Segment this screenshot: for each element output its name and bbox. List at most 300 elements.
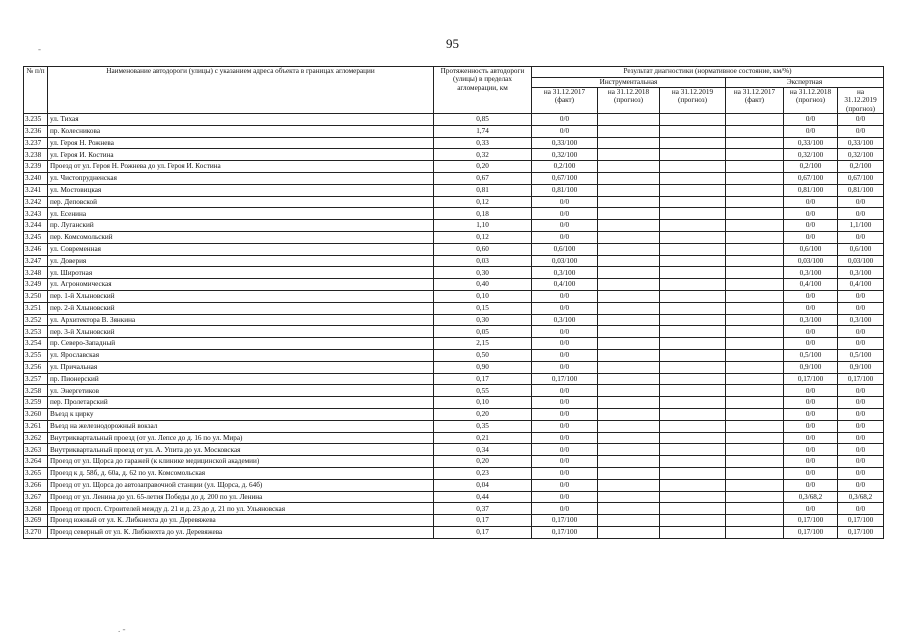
road-length-cell: 0,33 [434,137,532,149]
instr-2018-cell [598,114,660,126]
instr-2018-cell [598,349,660,361]
row-number-cell: 3.255 [24,349,48,361]
instr-2019-cell [660,302,726,314]
road-length-cell: 0,17 [434,515,532,527]
road-name-cell: ул. Причальная [48,361,434,373]
expert-2019-cell: 0,3/100 [838,314,884,326]
expert-2017-cell [726,349,784,361]
road-name-cell: ул. Доверия [48,255,434,267]
road-length-cell: 1,10 [434,220,532,232]
instr-2019-cell [660,196,726,208]
instr-2018-cell [598,526,660,538]
road-length-cell: 0,55 [434,385,532,397]
expert-2018-cell: 0/0 [784,456,838,468]
table-header [24,67,884,114]
expert-2018-cell: 0,6/100 [784,243,838,255]
row-number-cell: 3.241 [24,184,48,196]
table-row [24,361,884,373]
road-name-cell: Проезд южный от ул. К. Либкнехта до ул. Деревяжева [48,515,434,527]
instr-2018-cell [598,491,660,503]
instr-2018-cell [598,125,660,137]
roads-table [23,66,884,539]
row-number-cell: 3.264 [24,456,48,468]
instr-2019-cell [660,349,726,361]
instr-2019-cell [660,361,726,373]
expert-2017-cell [726,267,784,279]
group-expert-header: Экспертная [726,78,884,88]
instr-2017-cell: 0,2/100 [532,161,598,173]
row-number-cell: 3.268 [24,503,48,515]
expert-2019-cell: 0,17/100 [838,526,884,538]
expert-2017-cell [726,432,784,444]
instr-2018-cell [598,444,660,456]
instr-2017-cell: 0,67/100 [532,172,598,184]
row-number-cell: 3.238 [24,149,48,161]
instr-2017-cell: 0,32/100 [532,149,598,161]
road-name-cell: Проезд северный от ул. К. Либкнехта до ул. Деревяжева [48,526,434,538]
expert-2017-cell [726,385,784,397]
table-row [24,267,884,279]
instr-2017-cell: 0/0 [532,114,598,126]
table-row [24,479,884,491]
expert-2017-cell [726,161,784,173]
expert-2017-cell [726,420,784,432]
instr-2019-cell [660,290,726,302]
expert-2018-cell: 0,4/100 [784,279,838,291]
table-row [24,137,884,149]
expert-2019-cell: 0/0 [838,479,884,491]
instr-2017-cell: 0/0 [532,302,598,314]
instr-2017-cell: 0/0 [532,196,598,208]
table-row [24,208,884,220]
col-name-header: Наименование автодороги (улицы) с указанием адреса объекта в границах агломерации [48,67,434,114]
page-number: 95 [446,36,459,51]
table-row [24,420,884,432]
instr-2018-cell [598,515,660,527]
road-name-cell: Проезд от ул. Ленина до ул. 65-летия Победы до д. 200 по ул. Ленина [48,491,434,503]
road-name-cell: пер. 1-й Хлыновский [48,290,434,302]
expert-2019-cell: 0,9/100 [838,361,884,373]
row-number-cell: 3.236 [24,125,48,137]
road-length-cell: 0,34 [434,444,532,456]
instr-2017-cell: 0,03/100 [532,255,598,267]
road-name-cell: Проезд к д. 58б, д. 60а, д. 62 по ул. Комсомольская [48,467,434,479]
expert-2018-cell: 0/0 [784,432,838,444]
instr-2018-cell [598,479,660,491]
expert-2019-cell: 0,03/100 [838,255,884,267]
road-length-cell: 0,30 [434,267,532,279]
table-row [24,255,884,267]
expert-2018-cell: 0/0 [784,208,838,220]
row-number-cell: 3.244 [24,220,48,232]
expert-2017-cell [726,373,784,385]
table-row [24,349,884,361]
road-length-cell: 0,12 [434,196,532,208]
expert-2018-cell: 0,81/100 [784,184,838,196]
road-name-cell: Въезд к цирку [48,408,434,420]
road-length-cell: 0,10 [434,290,532,302]
instr-2019-cell [660,526,726,538]
expert-2018-cell: 0,03/100 [784,255,838,267]
table-row [24,302,884,314]
expert-2018-cell: 0/0 [784,338,838,350]
instr-2019-cell [660,172,726,184]
expert-2019-cell: 0,3/68,2 [838,491,884,503]
expert-2018-cell: 0,3/100 [784,314,838,326]
expert-2019-cell: 0,5/100 [838,349,884,361]
expert-2019-cell: 0/0 [838,338,884,350]
road-name-cell: ул. Героя И. Костина [48,149,434,161]
expert-2017-cell [726,302,784,314]
instr-2018-cell [598,231,660,243]
expert-2018-cell: 0,33/100 [784,137,838,149]
row-number-cell: 3.265 [24,467,48,479]
sub-header: на 31.12.2018 (прогноз) [784,88,838,114]
expert-2017-cell [726,444,784,456]
expert-2018-cell: 0/0 [784,220,838,232]
expert-2017-cell [726,314,784,326]
table-row [24,526,884,538]
instr-2019-cell [660,231,726,243]
road-length-cell: 1,74 [434,125,532,137]
expert-2017-cell [726,456,784,468]
expert-2018-cell: 0/0 [784,479,838,491]
expert-2018-cell: 0/0 [784,467,838,479]
expert-2017-cell [726,196,784,208]
table-row [24,385,884,397]
row-number-cell: 3.251 [24,302,48,314]
road-length-cell: 0,20 [434,456,532,468]
expert-2019-cell: 0/0 [838,385,884,397]
row-number-cell: 3.259 [24,397,48,409]
expert-2017-cell [726,255,784,267]
expert-2019-cell: 0/0 [838,420,884,432]
road-name-cell: пер. 3-й Хлыновский [48,326,434,338]
road-name-cell: ул. Ярославская [48,349,434,361]
expert-2018-cell: 0/0 [784,302,838,314]
expert-2019-cell: 1,1/100 [838,220,884,232]
instr-2017-cell: 0/0 [532,125,598,137]
instr-2017-cell: 0/0 [532,456,598,468]
table-row [24,515,884,527]
instr-2019-cell [660,137,726,149]
instr-2018-cell [598,279,660,291]
instr-2018-cell [598,432,660,444]
instr-2017-cell: 0/0 [532,338,598,350]
row-number-cell: 3.266 [24,479,48,491]
expert-2019-cell: 0/0 [838,503,884,515]
expert-2017-cell [726,467,784,479]
instr-2018-cell [598,137,660,149]
road-length-cell: 0,12 [434,231,532,243]
instr-2017-cell: 0/0 [532,408,598,420]
road-name-cell: Проезд от ул. Щорса до гаражей (к клинике медицинской академии) [48,456,434,468]
instr-2019-cell [660,338,726,350]
instr-2019-cell [660,326,726,338]
road-name-cell: ул. Современная [48,243,434,255]
road-length-cell: 0,81 [434,184,532,196]
road-length-cell: 0,85 [434,114,532,126]
col-length-header: Протяженность автодороги (улицы) в пределах агломерации, км [434,67,532,114]
table-row [24,444,884,456]
road-name-cell: ул. Мостовицкая [48,184,434,196]
road-length-cell: 0,05 [434,326,532,338]
expert-2017-cell [726,326,784,338]
expert-2017-cell [726,231,784,243]
instr-2017-cell: 0,4/100 [532,279,598,291]
instr-2017-cell: 0/0 [532,491,598,503]
table-row [24,338,884,350]
expert-2018-cell: 0,5/100 [784,349,838,361]
row-number-cell: 3.256 [24,361,48,373]
row-number-cell: 3.250 [24,290,48,302]
sub-header: на 31.12.2019 (прогноз) [660,88,726,114]
row-number-cell: 3.237 [24,137,48,149]
road-length-cell: 0,04 [434,479,532,491]
instr-2018-cell [598,314,660,326]
road-length-cell: 0,67 [434,172,532,184]
road-name-cell: ул. Архитектора В. Зянкина [48,314,434,326]
row-number-cell: 3.270 [24,526,48,538]
table-row [24,373,884,385]
sub-header: на 31.12.2019 (прогноз) [838,88,884,114]
table-row [24,290,884,302]
instr-2018-cell [598,361,660,373]
expert-2018-cell: 0,17/100 [784,515,838,527]
expert-2018-cell: 0,17/100 [784,526,838,538]
instr-2017-cell: 0,3/100 [532,314,598,326]
table-row [24,125,884,137]
instr-2017-cell: 0/0 [532,231,598,243]
expert-2019-cell: 0,81/100 [838,184,884,196]
road-name-cell: пер. 2-й Хлыновский [48,302,434,314]
road-length-cell: 0,21 [434,432,532,444]
instr-2017-cell: 0,33/100 [532,137,598,149]
instr-2019-cell [660,397,726,409]
row-number-cell: 3.245 [24,231,48,243]
expert-2019-cell: 0/0 [838,397,884,409]
expert-2019-cell: 0/0 [838,231,884,243]
expert-2017-cell [726,184,784,196]
table-row [24,279,884,291]
road-name-cell: пр. Пионерский [48,373,434,385]
expert-2019-cell: 0/0 [838,456,884,468]
instr-2019-cell [660,515,726,527]
row-number-cell: 3.254 [24,338,48,350]
expert-2019-cell: 0,17/100 [838,373,884,385]
row-number-cell: 3.249 [24,279,48,291]
road-name-cell: пер. Деповской [48,196,434,208]
row-number-cell: 3.252 [24,314,48,326]
expert-2019-cell: 0,17/100 [838,515,884,527]
instr-2019-cell [660,373,726,385]
expert-2018-cell: 0,3/100 [784,267,838,279]
road-length-cell: 0,10 [434,397,532,409]
road-name-cell: пр. Колесникова [48,125,434,137]
table-body [24,114,884,539]
instr-2018-cell [598,503,660,515]
row-number-cell: 3.240 [24,172,48,184]
road-name-cell: пр. Луганский [48,220,434,232]
expert-2019-cell: 0/0 [838,114,884,126]
expert-2017-cell [726,125,784,137]
road-name-cell: Проезд от просп. Строителей между д. 21 и д. 23 до д. 21 по ул. Ульяновская [48,503,434,515]
instr-2017-cell: 0/0 [532,361,598,373]
instr-2017-cell: 0,3/100 [532,267,598,279]
road-length-cell: 0,60 [434,243,532,255]
road-name-cell: Внутриквартальный проезд от ул. А. Упита до ул. Московская [48,444,434,456]
road-length-cell: 0,44 [434,491,532,503]
expert-2017-cell [726,503,784,515]
instr-2018-cell [598,290,660,302]
row-number-cell: 3.258 [24,385,48,397]
row-number-cell: 3.248 [24,267,48,279]
expert-2017-cell [726,491,784,503]
instr-2019-cell [660,125,726,137]
row-number-cell: 3.242 [24,196,48,208]
table-row [24,196,884,208]
instr-2018-cell [598,397,660,409]
expert-2019-cell: 0/0 [838,196,884,208]
road-length-cell: 0,03 [434,255,532,267]
table-row [24,467,884,479]
instr-2017-cell: 0/0 [532,397,598,409]
expert-2018-cell: 0/0 [784,231,838,243]
instr-2019-cell [660,503,726,515]
expert-2018-cell: 0,9/100 [784,361,838,373]
road-name-cell: Проезд от ул. Щорса до автозаправочной станции (ул. Щорса, д. 64б) [48,479,434,491]
instr-2018-cell [598,196,660,208]
instr-2019-cell [660,184,726,196]
instr-2018-cell [598,172,660,184]
table-row [24,220,884,232]
row-number-cell: 3.239 [24,161,48,173]
instr-2018-cell [598,161,660,173]
instr-2017-cell: 0,6/100 [532,243,598,255]
sub-header: на 31.12.2018 (прогноз) [598,88,660,114]
expert-2017-cell [726,172,784,184]
expert-2019-cell: 0/0 [838,326,884,338]
instr-2017-cell: 0/0 [532,208,598,220]
instr-2018-cell [598,467,660,479]
instr-2019-cell [660,255,726,267]
scan-mark: - [38,44,41,54]
row-number-cell: 3.247 [24,255,48,267]
instr-2017-cell: 0/0 [532,290,598,302]
expert-2018-cell: 0/0 [784,326,838,338]
row-number-cell: 3.261 [24,420,48,432]
expert-2019-cell: 0,3/100 [838,267,884,279]
instr-2018-cell [598,385,660,397]
instr-2019-cell [660,243,726,255]
road-length-cell: 0,37 [434,503,532,515]
instr-2019-cell [660,208,726,220]
expert-2019-cell: 0,4/100 [838,279,884,291]
row-number-cell: 3.235 [24,114,48,126]
expert-2017-cell [726,397,784,409]
road-length-cell: 0,50 [434,349,532,361]
instr-2018-cell [598,267,660,279]
road-length-cell: 0,17 [434,526,532,538]
road-name-cell: пр. Северо-Западный [48,338,434,350]
expert-2017-cell [726,338,784,350]
table-row [24,161,884,173]
instr-2018-cell [598,326,660,338]
table-row [24,432,884,444]
road-length-cell: 0,30 [434,314,532,326]
instr-2017-cell: 0,17/100 [532,373,598,385]
road-length-cell: 0,17 [434,373,532,385]
table-row [24,114,884,126]
instr-2019-cell [660,467,726,479]
instr-2017-cell: 0/0 [532,432,598,444]
instr-2018-cell [598,408,660,420]
road-length-cell: 0,32 [434,149,532,161]
road-length-cell: 0,90 [434,361,532,373]
instr-2017-cell: 0/0 [532,444,598,456]
table-row [24,172,884,184]
expert-2019-cell: 0,67/100 [838,172,884,184]
instr-2019-cell [660,267,726,279]
table-row [24,397,884,409]
instr-2018-cell [598,243,660,255]
instr-2019-cell [660,314,726,326]
expert-2019-cell: 0,2/100 [838,161,884,173]
expert-2018-cell: 0/0 [784,290,838,302]
col-num-header: № п/п [24,67,48,114]
instr-2019-cell [660,456,726,468]
instr-2017-cell: 0/0 [532,220,598,232]
expert-2018-cell: 0/0 [784,397,838,409]
table-row [24,149,884,161]
table-row [24,326,884,338]
expert-2018-cell: 0/0 [784,196,838,208]
row-number-cell: 3.267 [24,491,48,503]
instr-2019-cell [660,420,726,432]
instr-2019-cell [660,114,726,126]
row-number-cell: 3.260 [24,408,48,420]
expert-2018-cell: 0,67/100 [784,172,838,184]
expert-2018-cell: 0,3/68,2 [784,491,838,503]
expert-2019-cell: 0/0 [838,444,884,456]
table-row [24,184,884,196]
instr-2019-cell [660,491,726,503]
expert-2018-cell: 0/0 [784,385,838,397]
expert-2017-cell [726,408,784,420]
instr-2017-cell: 0,17/100 [532,515,598,527]
expert-2018-cell: 0/0 [784,503,838,515]
instr-2017-cell: 0,17/100 [532,526,598,538]
table-row [24,491,884,503]
road-length-cell: 2,15 [434,338,532,350]
table-row [24,243,884,255]
instr-2018-cell [598,456,660,468]
instr-2018-cell [598,208,660,220]
expert-2018-cell: 0/0 [784,114,838,126]
expert-2019-cell: 0/0 [838,125,884,137]
instr-2019-cell [660,479,726,491]
sub-header: на 31.12.2017 (факт) [532,88,598,114]
road-length-cell: 0,23 [434,467,532,479]
road-length-cell: 0,15 [434,302,532,314]
road-name-cell: ул. Героя Н. Рожнева [48,137,434,149]
instr-2018-cell [598,149,660,161]
expert-2017-cell [726,149,784,161]
table-row [24,408,884,420]
instr-2018-cell [598,255,660,267]
instr-2019-cell [660,408,726,420]
instr-2018-cell [598,373,660,385]
